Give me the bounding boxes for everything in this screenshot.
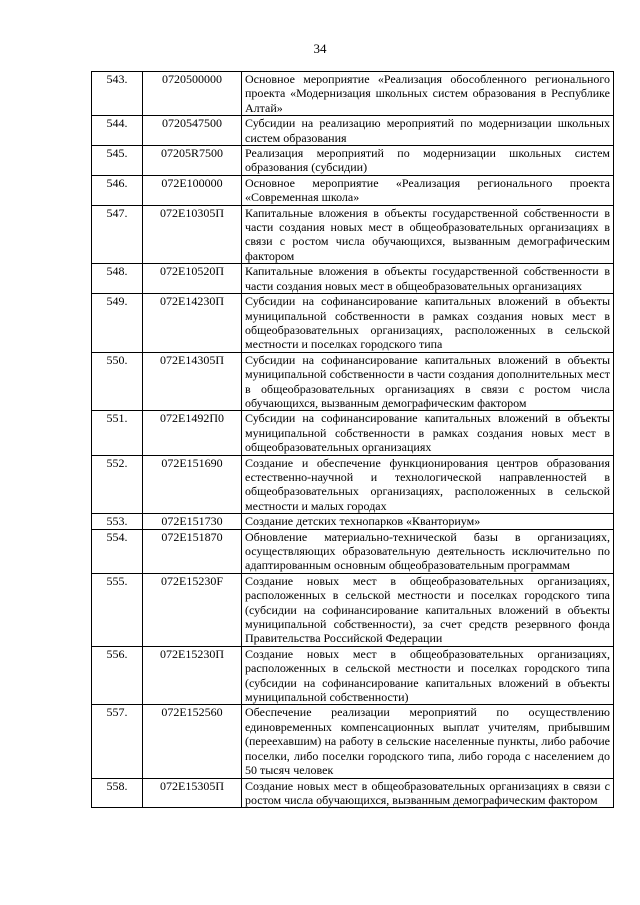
row-description: Субсидии на реализацию мероприятий по модернизации школьных систем образования <box>242 116 614 146</box>
budget-code: 072E151690 <box>143 455 242 514</box>
budget-code-table <box>91 71 614 808</box>
budget-code: 072E15230П <box>143 646 242 705</box>
row-number: 552. <box>92 455 143 514</box>
row-description: Субсидии на софинансирование капитальных вложений в объекты муниципальной собственности в рамках создания новых мест в общеобразовательных организациях, расположенных в сельской местности и поселках городского типа <box>242 294 614 353</box>
row-description: Создание и обеспечение функционирования центров образования естественно-научной и технологической направленностей в общеобразовательных организациях, расположенных в сельской местности и малых городах <box>242 455 614 514</box>
budget-code: 0720547500 <box>143 116 242 146</box>
table-row <box>92 175 614 205</box>
row-description: Реализация мероприятий по модернизации школьных систем образования (субсидии) <box>242 146 614 176</box>
row-number: 546. <box>92 175 143 205</box>
row-number: 556. <box>92 646 143 705</box>
budget-code: 072E10520П <box>143 264 242 294</box>
row-number: 554. <box>92 529 143 573</box>
row-number: 545. <box>92 146 143 176</box>
row-number: 548. <box>92 264 143 294</box>
row-number: 549. <box>92 294 143 353</box>
row-description: Создание новых мест в общеобразовательных организациях, расположенных в сельской местности и поселках городского типа (субсидии на софинансирование капитальных вложений в объекты муниципальной собственности) <box>242 646 614 705</box>
budget-code: 072E1492П0 <box>143 411 242 455</box>
row-description: Основное мероприятие «Реализация обособленного регионального проекта «Модернизация школьных систем образования в Республике Алтай» <box>242 72 614 116</box>
row-description: Субсидии на софинансирование капитальных вложений в объекты муниципальной собственности в части создания дополнительных мест в общеобразовательных организациях в связи с ростом числа обучающихся, вызванным демографическим фактором <box>242 352 614 411</box>
row-description: Капитальные вложения в объекты государственной собственности в части создания новых мест в общеобразовательных организациях в связи с ростом числа обучающихся, вызванным демографическим фактором <box>242 205 614 264</box>
budget-code: 072E10305П <box>143 205 242 264</box>
table-row <box>92 116 614 146</box>
table-row <box>92 294 614 353</box>
table-body <box>92 72 614 808</box>
row-number: 555. <box>92 573 143 646</box>
budget-code: 072E100000 <box>143 175 242 205</box>
table-row <box>92 352 614 411</box>
row-number: 550. <box>92 352 143 411</box>
table-row <box>92 573 614 646</box>
row-number: 544. <box>92 116 143 146</box>
budget-code: 072E151730 <box>143 514 242 529</box>
table-row <box>92 411 614 455</box>
row-description: Субсидии на софинансирование капитальных вложений в объекты муниципальной собственности в рамках создания новых мест в общеобразовательных организациях <box>242 411 614 455</box>
budget-code: 072E152560 <box>143 705 242 778</box>
table-row <box>92 646 614 705</box>
table-row <box>92 72 614 116</box>
table-row <box>92 146 614 176</box>
page-number: 34 <box>313 41 327 56</box>
row-number: 553. <box>92 514 143 529</box>
budget-code: 072E14305П <box>143 352 242 411</box>
row-number: 558. <box>92 778 143 808</box>
budget-code: 072E151870 <box>143 529 242 573</box>
budget-code: 072E14230П <box>143 294 242 353</box>
table-row <box>92 778 614 808</box>
budget-code: 07205R7500 <box>143 146 242 176</box>
row-number: 551. <box>92 411 143 455</box>
budget-code: 072E15305П <box>143 778 242 808</box>
table-row <box>92 455 614 514</box>
row-number: 543. <box>92 72 143 116</box>
budget-code: 072E15230F <box>143 573 242 646</box>
row-description: Основное мероприятие «Реализация регионального проекта «Современная школа» <box>242 175 614 205</box>
row-description: Капитальные вложения в объекты государственной собственности в части создания новых мест в общеобразовательных организациях <box>242 264 614 294</box>
table-row <box>92 514 614 529</box>
row-description: Создание детских технопарков «Кванториум» <box>242 514 614 529</box>
row-number: 557. <box>92 705 143 778</box>
table-row <box>92 205 614 264</box>
row-description: Обеспечение реализации мероприятий по осуществлению единовременных компенсационных выплат учителям, прибывшим (переехавшим) на работу в сельские населенные пункты, либо рабочие поселки, либо поселки городского типа, либо города с населением до 50 тысяч человек <box>242 705 614 778</box>
row-number: 547. <box>92 205 143 264</box>
table-row <box>92 264 614 294</box>
table-row <box>92 705 614 778</box>
row-description: Создание новых мест в общеобразовательных организациях, расположенных в сельской местности и поселках городского типа (субсидии на софинансирование капитальных вложений в объекты муниципальной собственности), за счет средств резервного фонда Правительства Российской Федерации <box>242 573 614 646</box>
row-description: Создание новых мест в общеобразовательных организациях в связи с ростом числа обучающихся, вызванным демографическим фактором <box>242 778 614 808</box>
row-description: Обновление материально-технической базы в организациях, осуществляющих образовательную деятельность исключительно по адаптированным основным общеобразовательным программам <box>242 529 614 573</box>
budget-code: 0720500000 <box>143 72 242 116</box>
table-row <box>92 529 614 573</box>
